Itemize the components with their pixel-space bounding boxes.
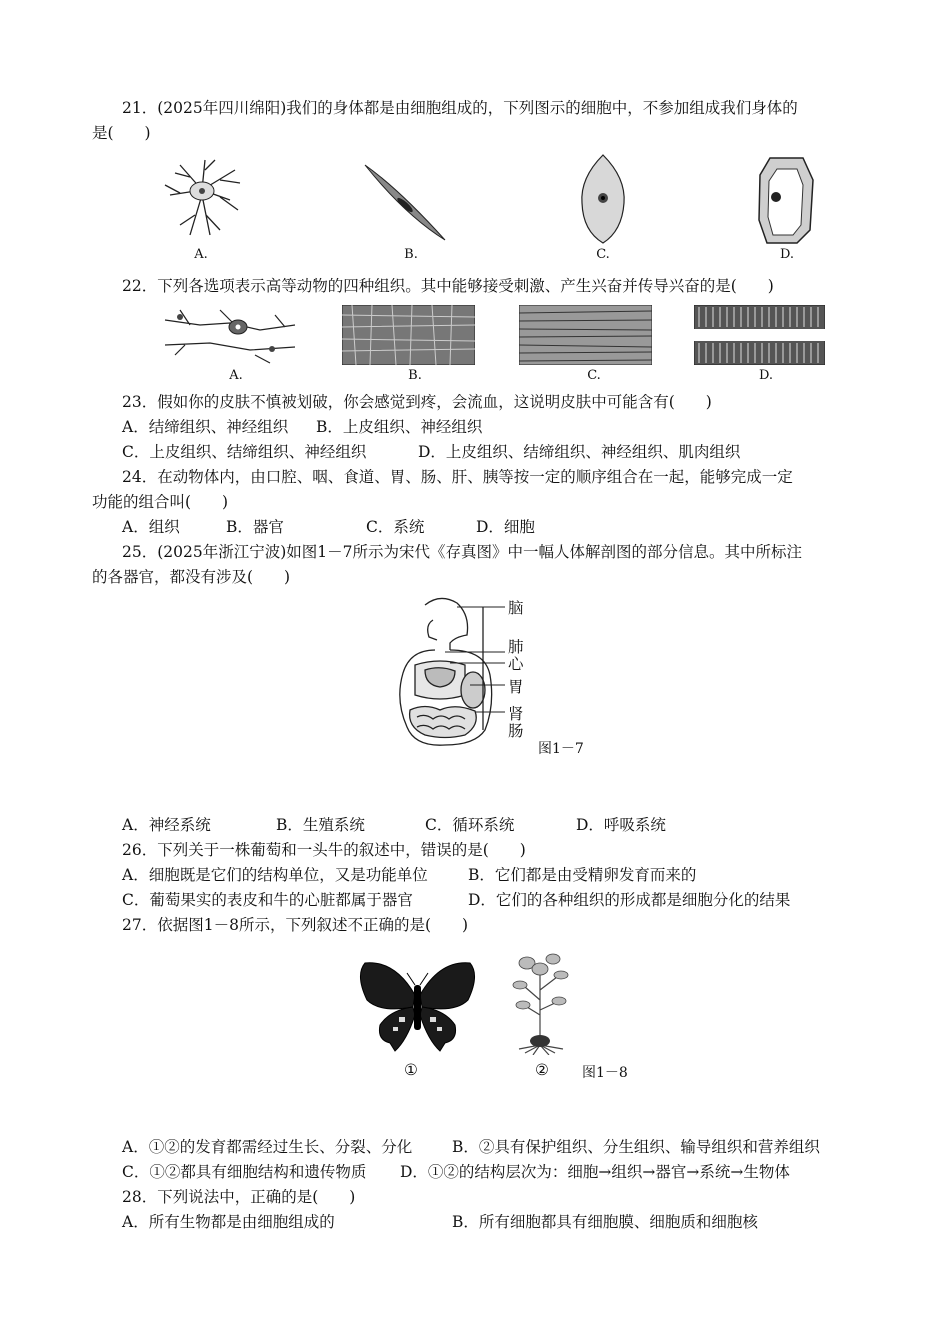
anatomy-figure bbox=[395, 595, 505, 750]
muscle-tissue-image bbox=[519, 305, 652, 365]
q26-stem: 26．下列关于一株葡萄和一头牛的叙述中，错误的是( ) bbox=[122, 841, 526, 859]
q28-option-a: A．所有生物都是由细胞组成的 bbox=[122, 1213, 335, 1231]
q21-stem-line2: 是( ) bbox=[92, 124, 151, 142]
q25-option-c: C．循环系统 bbox=[425, 816, 515, 834]
q23-stem: 23．假如你的皮肤不慎被划破，你会感觉到疼，会流血，这说明皮肤中可能含有( ) bbox=[122, 393, 712, 411]
q21-label-d: D. bbox=[779, 247, 795, 262]
q28-option-b: B．所有细胞都具有细胞膜、细胞质和细胞核 bbox=[452, 1213, 758, 1231]
q24-option-d: D．细胞 bbox=[476, 518, 535, 536]
butterfly-image bbox=[355, 955, 480, 1055]
q28-stem: 28．下列说法中，正确的是( ) bbox=[122, 1188, 356, 1206]
q24-option-a: A．组织 bbox=[122, 518, 180, 536]
organ-label-stomach: 胃 bbox=[508, 678, 524, 696]
organ-label-intestine: 肠 bbox=[508, 722, 524, 740]
q27-option-d: D．①②的结构层次为：细胞→组织→器官→系统→生物体 bbox=[400, 1163, 790, 1181]
q21-label-a: A. bbox=[194, 247, 208, 262]
q22-label-a: A. bbox=[229, 368, 243, 383]
q27-option-a: A．①②的发育都需经过生长、分裂、分化 bbox=[122, 1138, 413, 1156]
q24-option-c: C．系统 bbox=[366, 518, 425, 536]
q22-stem-line1: 22．下列各选项表示高等动物的四种组织。其中能够接受刺激、产生兴奋并传导兴奋的是( ) bbox=[122, 277, 774, 295]
figure-label-2: ② bbox=[535, 1061, 549, 1079]
oval-cell-image bbox=[578, 153, 628, 245]
q23-option-b: B．上皮组织、神经组织 bbox=[316, 418, 483, 436]
muscle-cell-image bbox=[360, 160, 450, 245]
organ-label-heart: 心 bbox=[508, 655, 524, 673]
q26-option-b: B．它们都是由受精卵发育而来的 bbox=[468, 866, 697, 884]
figure-label-1: ① bbox=[404, 1061, 418, 1079]
q23-option-c: C．上皮组织、结缔组织、神经组织 bbox=[122, 443, 367, 461]
organ-label-brain: 脑 bbox=[508, 599, 524, 617]
q25-option-a: A．神经系统 bbox=[122, 816, 211, 834]
q27-stem: 27．依据图1－8所示，下列叙述不正确的是( ) bbox=[122, 916, 469, 934]
q26-option-c: C．葡萄果实的表皮和牛的心脏都属于器官 bbox=[122, 891, 413, 909]
q22-label-b: B. bbox=[408, 368, 422, 383]
q23-option-d: D．上皮组织、结缔组织、神经组织、肌肉组织 bbox=[418, 443, 741, 461]
q27-option-c: C．①②都具有细胞结构和遗传物质 bbox=[122, 1163, 367, 1181]
organ-label-lung: 肺 bbox=[508, 638, 524, 656]
q26-option-d: D．它们的各种组织的形成都是细胞分化的结果 bbox=[468, 891, 791, 909]
q25-option-d: D．呼吸系统 bbox=[576, 816, 666, 834]
figure-1-8-caption: 图1－8 bbox=[582, 1065, 628, 1081]
figure-1-7-caption: 图1－7 bbox=[538, 741, 584, 757]
q25-stem-line1: 25．(2025年浙江宁波)如图1－7所示为宋代《存真图》中一幅人体解剖图的部分信息。其中所标注 bbox=[122, 543, 802, 561]
nerve-tissue-image bbox=[160, 305, 298, 365]
connective-tissue-image bbox=[342, 305, 475, 365]
q24-stem-line2: 功能的组合叫( ) bbox=[92, 493, 229, 511]
q22-label-c: C. bbox=[587, 368, 601, 383]
q27-option-b: B．②具有保护组织、分生组织、输导组织和营养组织 bbox=[452, 1138, 820, 1156]
q24-option-b: B．器官 bbox=[226, 518, 284, 536]
q25-option-b: B．生殖系统 bbox=[276, 816, 365, 834]
plant-image bbox=[505, 945, 575, 1055]
q24-stem-line1: 24．在动物体内，由口腔、咽、食道、胃、肠、肝、胰等按一定的顺序组合在一起，能够完成一定 bbox=[122, 468, 793, 486]
plant-cell-image bbox=[755, 155, 817, 247]
q21-label-b: B. bbox=[404, 247, 418, 262]
q21-label-c: C. bbox=[596, 247, 610, 262]
organ-label-kidney: 肾 bbox=[508, 705, 524, 723]
epithelial-tissue-image bbox=[694, 305, 825, 365]
q21-stem-line1: 21．(2025年四川绵阳)我们的身体都是由细胞组成的，下列图示的细胞中，不参加组成我们身体的 bbox=[122, 99, 798, 117]
neuron-cell-image bbox=[160, 155, 245, 240]
q22-label-d: D. bbox=[758, 368, 774, 383]
q25-stem-line2: 的各器官，都没有涉及( ) bbox=[92, 568, 291, 586]
q26-option-a: A．细胞既是它们的结构单位，又是功能单位 bbox=[122, 866, 428, 884]
q23-option-a: A．结缔组织、神经组织 bbox=[122, 418, 289, 436]
